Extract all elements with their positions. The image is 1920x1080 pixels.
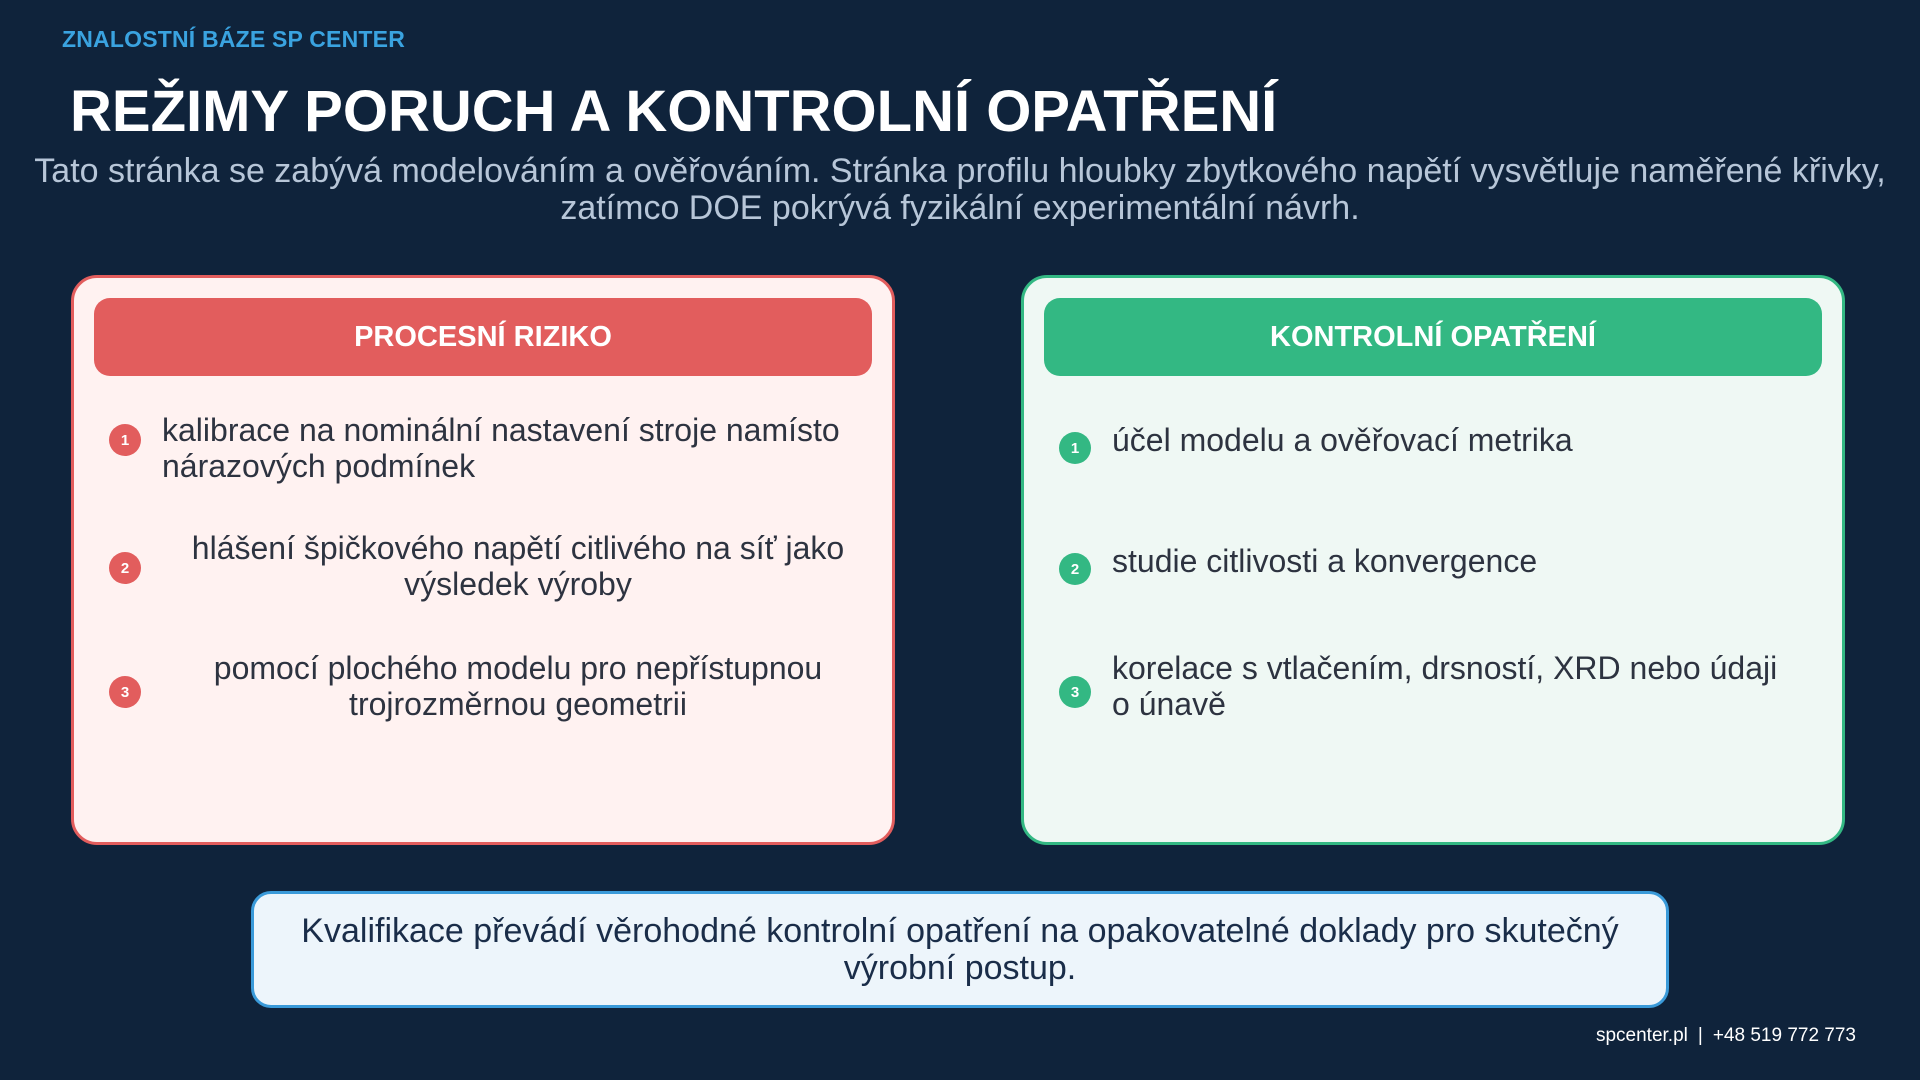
footer-separator: | [1697,1025,1703,1046]
risk-item-text: pomocí plochého modelu pro nepřístupnou trojrozměrnou geometrii [213,650,823,722]
risk-item-text: hlášení špičkového napětí citlivého na síť jako výsledek výroby [191,530,845,602]
number-badge: 2 [1059,553,1091,585]
control-measures-heading: KONTROLNÍ OPATŘENÍ [1044,298,1822,376]
page-subtitle: Tato stránka se zabývá modelováním a ověřováním. Stránka profilu hloubky zbytkového napětí vysvětluje naměřené křivky, zatímco DOE pokrývá fyzikální experimentální návrh. [34,152,1886,227]
page-title: REŽIMY PORUCH A KONTROLNÍ OPATŘENÍ [70,79,1278,144]
risk-item-text: kalibrace na nominální nastavení stroje namísto nárazových podmínek [162,412,840,484]
conclusion-box [251,891,1669,1008]
control-item-text: studie citlivosti a konvergence [1112,543,1538,579]
number-badge: 1 [1059,432,1091,464]
website-link[interactable]: spcenter.pl [1595,1025,1688,1046]
number-badge: 3 [109,676,141,708]
number-badge: 3 [1059,676,1091,708]
control-measures-panel [1021,275,1845,845]
number-badge: 1 [109,424,141,456]
process-risk-heading: PROCESNÍ RIZIKO [94,298,872,376]
kicker-label: ZNALOSTNÍ BÁZE SP CENTER [62,26,406,52]
footer-contact [1596,1025,1856,1047]
number-badge: 2 [109,552,141,584]
control-item-text: korelace s vtlačením, drsností, XRD nebo údaji o únavě [1112,650,1778,722]
process-risk-panel [71,275,895,845]
conclusion-text: Kvalifikace převádí věrohodné kontrolní opatření na opakovatelné doklady pro skutečný výrobní postup. [301,911,1619,987]
control-item-text: účel modelu a ověřovací metrika [1112,422,1573,458]
phone-number: +48 519 772 773 [1712,1025,1856,1046]
